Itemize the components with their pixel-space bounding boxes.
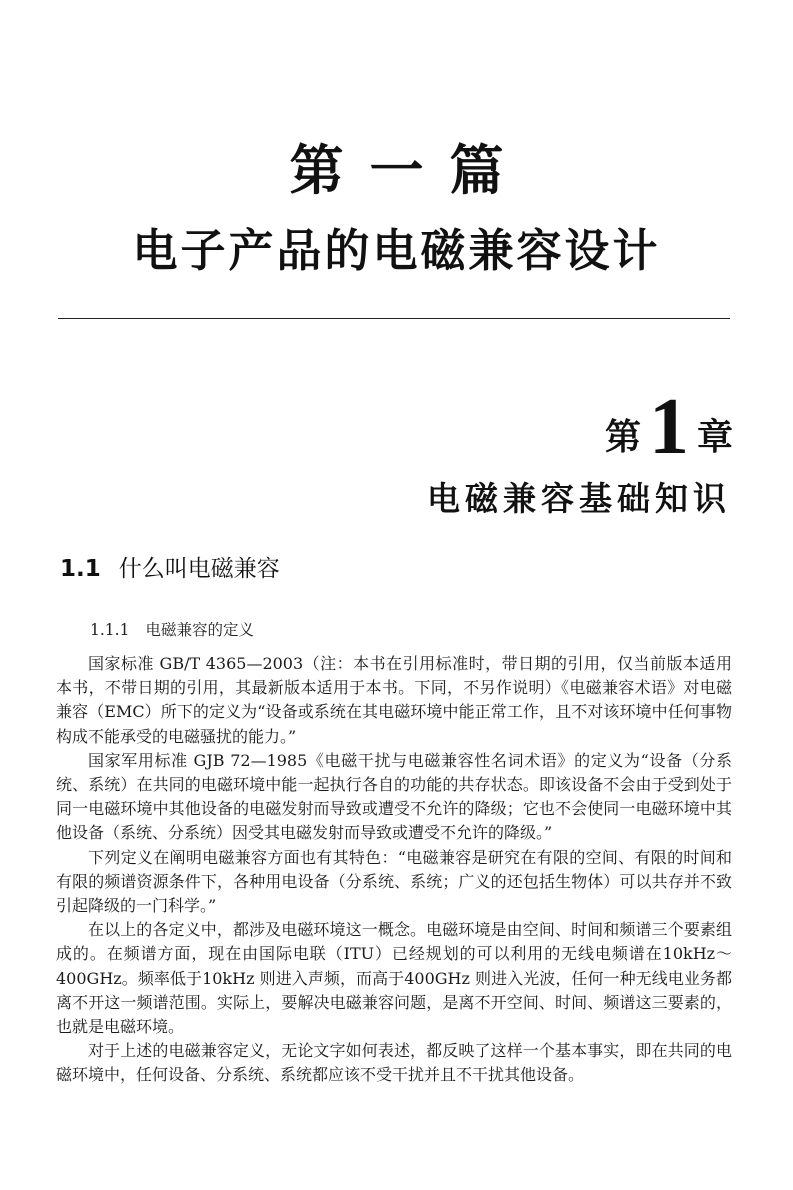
chapter-title: 电磁兼容基础知识	[427, 479, 731, 518]
chapter-suffix: 章	[696, 416, 733, 458]
divider-rule	[58, 318, 730, 319]
paragraph: 下列定义在阐明电磁兼容方面也有其特色：“电磁兼容是研究在有限的空间、有限的时间和有限的频谱资源条件下，各种用电设备（分系统、系统；广义的还包括生物体）可以共存并不致引起降级的一门科学。”	[56, 847, 732, 916]
paragraph: 国家军用标准 GJB 72—1985《电磁干扰与电磁兼容性名词术语》的定义为“设备（分系统、系统）在共同的电磁环境中能一起执行各自的功能的共存状态。即该设备不会由于受到处于同一电磁环境中其他设备的电磁发射而导致或遭受不允许的降级；它也不会使同一电磁环境中其他设备（系统、分系统）因受其电磁发射而导致或遭受不允许的降级。”	[56, 750, 732, 843]
section-heading	[60, 550, 280, 583]
subsection-heading	[90, 618, 254, 640]
paragraph: 对于上述的电磁兼容定义，无论文字如何表述，都反映了这样一个基本事实，即在共同的电磁环境中，任何设备、分系统、系统都应该不受干扰并且不干扰其他设备。	[56, 1041, 732, 1085]
subsection-number: 1.1.1	[90, 621, 130, 639]
section-number: 1.1	[60, 556, 101, 582]
chapter-prefix: 第	[604, 416, 641, 458]
body-text	[56, 652, 732, 1088]
chapter-number: 1	[648, 383, 689, 471]
subsection-title: 电磁兼容的定义	[145, 621, 254, 639]
section-title: 什么叫电磁兼容	[118, 556, 280, 582]
paragraph: 国家标准 GB/T 4365—2003（注：本书在引用标准时，带日期的引用，仅当前版本适用本书，不带日期的引用，其最新版本适用于本书。下同，不另作说明）《电磁兼容术语》对电磁兼容（EMC）所下的定义为“设备或系统在其电磁环境中能正常工作，且不对该环境中任何事物构成不能承受的电磁骚扰的能力。”	[56, 654, 732, 746]
part-title-heading: 电子产品的电磁兼容设计	[132, 224, 661, 277]
paragraph: 在以上的各定义中，都涉及电磁环境这一概念。电磁环境是由空间、时间和频谱三个要素组成的。在频谱方面，现在由国际电联（ITU）已经规划的可以利用的无线电频谱在10kHz～400GHz。频率低于10kHz 则进入声频，而高于400GHz 则进入光波，任何一种无线电业务都离不开这一频谱范围。实际上，要解决电磁兼容问题，是离不开空间、时间、频谱这三要素的，也就是电磁环境。	[56, 920, 732, 1037]
part-number-heading: 第一篇	[289, 139, 530, 202]
chapter-label	[605, 382, 733, 473]
